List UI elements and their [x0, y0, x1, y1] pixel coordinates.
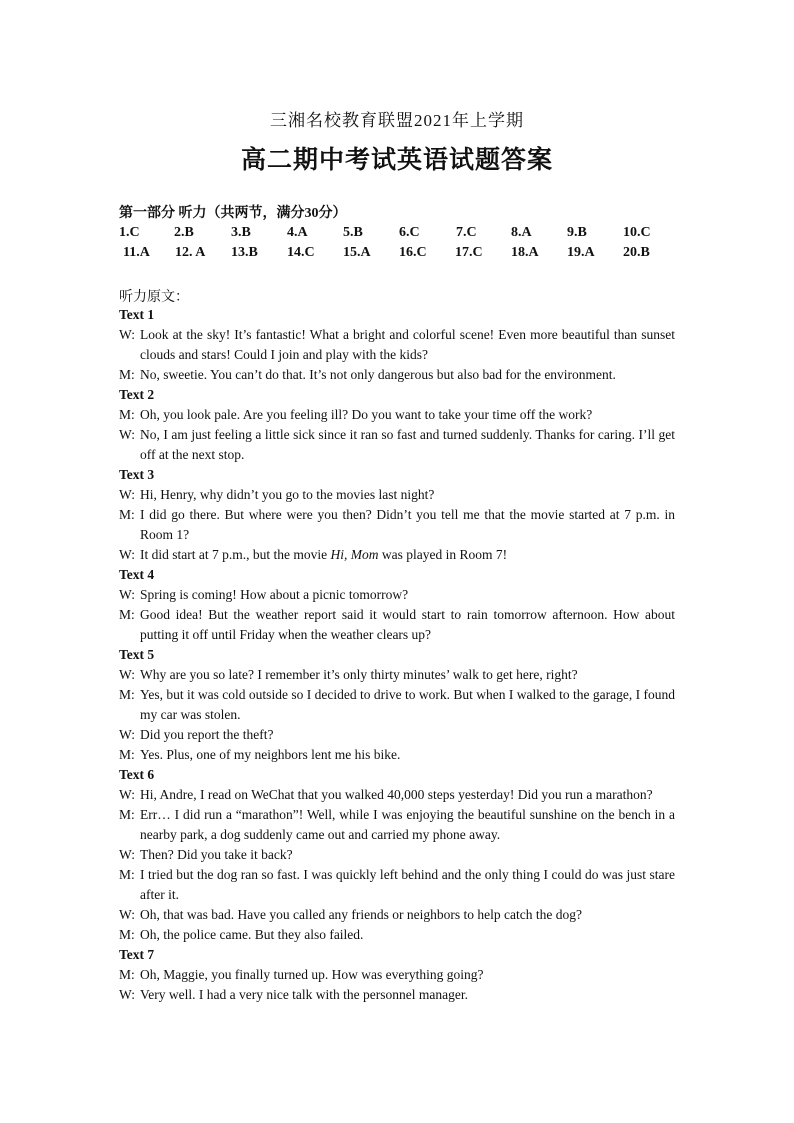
- answer-item: 9.B: [567, 225, 587, 240]
- answer-item: 5.B: [343, 225, 363, 240]
- transcript-label: 听力原文：: [119, 290, 189, 305]
- dialogue-line: [119, 685, 675, 725]
- exam-subtitle: 三湘名校教育联盟2021年上学期: [270, 111, 524, 130]
- speaker-label: W:: [119, 847, 135, 862]
- answer-item: 7.C: [456, 225, 477, 240]
- dialogue-line: [119, 925, 675, 945]
- speaker-label: W:: [119, 587, 135, 602]
- dialogue-text: Very well. I had a very nice talk with the personnel manager.: [140, 987, 469, 1002]
- speaker-label: W:: [119, 987, 135, 1002]
- dialogue-text: No, I am just feeling a little sick since it ran so fast and turned suddenly. Thanks for caring. I’ll get off at the next stop.: [140, 427, 675, 462]
- answer-item: 11.A: [123, 245, 150, 260]
- speaker-label: W:: [119, 547, 135, 562]
- answer-item: 14.C: [287, 245, 315, 260]
- speaker-label: M:: [119, 367, 135, 382]
- dialogue-text: Oh, you look pale. Are you feeling ill? Do you want to take your time off the work?: [140, 407, 593, 422]
- speaker-label: M:: [119, 407, 135, 422]
- answer-item: 3.B: [231, 225, 251, 240]
- speaker-label: W:: [119, 907, 135, 922]
- answer-item: 13.B: [231, 245, 258, 260]
- speaker-label: M:: [119, 807, 135, 822]
- dialogue-text: Err… I did run a “marathon”! Well, while I was enjoying the beautiful sunshine on the bench in a nearby park, a dog suddenly came out and carried my phone away.: [140, 807, 675, 842]
- answer-item: 19.A: [567, 245, 595, 260]
- dialogue-text: Oh, the police came. But they also failed.: [140, 927, 364, 942]
- text-heading: Text 6: [119, 767, 155, 782]
- answer-item: 18.A: [511, 245, 539, 260]
- dialogue-line: [119, 605, 675, 645]
- transcript: [119, 305, 675, 1005]
- answer-item: 8.A: [511, 225, 532, 240]
- section-heading: 第一部分 听力（共两节，满分30分）: [119, 206, 347, 221]
- answer-item: 4.A: [287, 225, 308, 240]
- dialogue-text: Hi, Henry, why didn’t you go to the movies last night?: [140, 487, 435, 502]
- dialogue-line: [119, 665, 675, 685]
- speaker-label: M:: [119, 687, 135, 702]
- dialogue-line: [119, 725, 675, 745]
- dialogue-line: [119, 365, 675, 385]
- dialogue-line: [119, 505, 675, 545]
- speaker-label: W:: [119, 327, 135, 342]
- dialogue-text: I did go there. But where were you then? Didn’t you tell me that the movie started at 7 p.m. in Room 1?: [140, 507, 675, 542]
- speaker-label: M:: [119, 747, 135, 762]
- speaker-label: M:: [119, 967, 135, 982]
- answer-item: 16.C: [399, 245, 427, 260]
- speaker-label: W:: [119, 427, 135, 442]
- speaker-label: W:: [119, 787, 135, 802]
- speaker-label: W:: [119, 727, 135, 742]
- dialogue-text: Oh, that was bad. Have you called any friends or neighbors to help catch the dog?: [140, 907, 582, 922]
- text-heading: Text 1: [119, 307, 155, 322]
- exam-title: 高二期中考试英语试题答案: [240, 147, 553, 174]
- speaker-label: M:: [119, 927, 135, 942]
- answer-item: 12. A: [175, 245, 206, 260]
- dialogue-text: Good idea! But the weather report said it would start to rain tomorrow afternoon. How about putting it off until Friday when the weather clears up?: [140, 607, 675, 642]
- speaker-label: W:: [119, 487, 135, 502]
- dialogue-line: [119, 905, 675, 925]
- dialogue-text: Oh, Maggie, you finally turned up. How was everything going?: [140, 967, 484, 982]
- dialogue-line: [119, 985, 675, 1005]
- speaker-label: M:: [119, 607, 135, 622]
- dialogue-text: was played in Room 7!: [378, 547, 508, 562]
- text-heading: Text 3: [119, 467, 155, 482]
- dialogue-line: [119, 845, 675, 865]
- dialogue-text: I tried but the dog ran so fast. I was quickly left behind and the only thing I could do was just stare after it.: [140, 867, 675, 902]
- answer-item: 1.C: [119, 225, 140, 240]
- text-heading: Text 5: [119, 647, 155, 662]
- dialogue-text: Look at the sky! It’s fantastic! What a bright and colorful scene! Even more beautiful than sunset clouds and stars! Could I join and play with the kids?: [140, 327, 675, 362]
- dialogue-line: [119, 485, 675, 505]
- dialogue-text: Why are you so late? I remember it’s only thirty minutes’ walk to get here, right?: [140, 667, 578, 682]
- dialogue-line: [119, 585, 675, 605]
- answer-item: 20.B: [623, 245, 650, 260]
- dialogue-line: [119, 325, 675, 365]
- dialogue-line: [119, 965, 675, 985]
- dialogue-line: [119, 425, 675, 465]
- dialogue-line: [119, 745, 675, 765]
- answer-item: 10.C: [623, 225, 651, 240]
- dialogue-text: Did you report the theft?: [140, 727, 274, 742]
- dialogue-text: Yes, but it was cold outside so I decided to drive to work. But when I walked to the garage, I found my car was stolen.: [140, 687, 675, 722]
- answer-item: 6.C: [399, 225, 420, 240]
- text-heading: Text 2: [119, 387, 155, 402]
- dialogue-text: Hi, Andre, I read on WeChat that you walked 40,000 steps yesterday! Did you run a marathon?: [140, 787, 653, 802]
- dialogue-line: [119, 805, 675, 845]
- text-heading: Text 7: [119, 947, 155, 962]
- dialogue-line: [119, 405, 675, 425]
- dialogue-line: [119, 865, 675, 905]
- answer-item: 17.C: [455, 245, 483, 260]
- dialogue-text: No, sweetie. You can’t do that. It’s not only dangerous but also bad for the environment.: [140, 367, 616, 382]
- speaker-label: M:: [119, 507, 135, 522]
- answer-item: 15.A: [343, 245, 371, 260]
- dialogue-text: Then? Did you take it back?: [140, 847, 293, 862]
- speaker-label: W:: [119, 667, 135, 682]
- dialogue-text: Spring is coming! How about a picnic tomorrow?: [140, 587, 409, 602]
- dialogue-line: [119, 545, 675, 565]
- answer-item: 2.B: [174, 225, 194, 240]
- movie-title: Hi, Mom: [330, 547, 379, 562]
- speaker-label: M:: [119, 867, 135, 882]
- dialogue-line: [119, 785, 675, 805]
- dialogue-text: It did start at 7 p.m., but the movie: [140, 547, 331, 562]
- dialogue-text: Yes. Plus, one of my neighbors lent me his bike.: [140, 747, 401, 762]
- text-heading: Text 4: [119, 567, 155, 582]
